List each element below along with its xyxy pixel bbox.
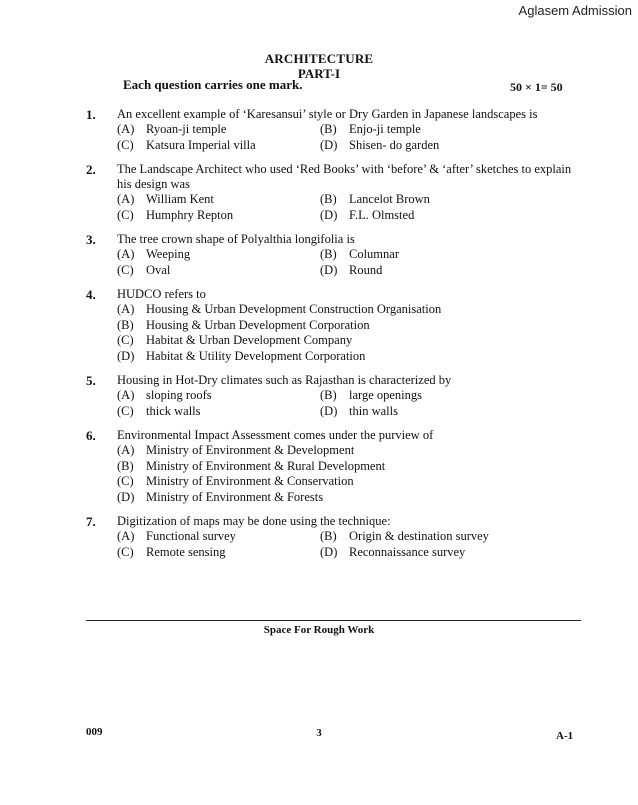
option-row: [117, 138, 638, 154]
option-row: [117, 545, 638, 561]
option-label: (D): [320, 403, 338, 418]
question-6: [0, 428, 638, 505]
option-row: [117, 247, 638, 263]
question-text: Digitization of maps may be done using the technique:: [117, 514, 391, 528]
option-label: (B): [117, 458, 134, 473]
option-row: [117, 349, 638, 365]
option-label: (C): [117, 544, 134, 559]
option-label: (D): [320, 262, 338, 277]
option-row: [117, 122, 638, 138]
option: [117, 545, 320, 561]
option: [117, 529, 320, 545]
option-text: Katsura Imperial villa: [146, 137, 256, 152]
option: [320, 545, 465, 561]
option: [117, 333, 577, 349]
option-text: Humphry Repton: [146, 207, 234, 222]
option-row: [117, 318, 638, 334]
option-label: (C): [117, 474, 134, 488]
options: [117, 443, 638, 505]
option-text: Oval: [146, 262, 171, 277]
question-number: 1.: [86, 107, 96, 122]
watermark: Aglasem Admission: [518, 3, 632, 18]
question-text: The tree crown shape of Polyalthia longifolia is: [117, 232, 355, 246]
option-text: Weeping: [146, 247, 191, 261]
option-label: (D): [117, 489, 135, 504]
options: [117, 122, 638, 153]
option-label: (B): [117, 317, 134, 332]
option: [320, 138, 439, 154]
question-5: [0, 373, 638, 419]
option: [117, 388, 320, 404]
option-label: (C): [117, 262, 134, 277]
rough-work-label: Space For Rough Work: [263, 624, 375, 636]
option-text: Remote sensing: [146, 544, 226, 559]
option-text: Functional survey: [146, 529, 236, 543]
option-label: (D): [320, 544, 338, 559]
question-number: 6.: [86, 428, 96, 443]
option: [117, 302, 577, 318]
option-text: Round: [349, 262, 383, 277]
question-number: 4.: [86, 287, 96, 302]
option-row: [117, 333, 638, 349]
option-text: Ministry of Environment & Forests: [146, 489, 324, 504]
question-3: [0, 232, 638, 278]
option-text: Ministry of Environment & Rural Development: [146, 458, 386, 473]
question-text: An excellent example of ‘Karesansui’ style or Dry Garden in Japanese landscapes is: [117, 107, 538, 121]
option-label: (B): [320, 529, 337, 543]
option: [320, 388, 422, 404]
option-text: Columnar: [349, 247, 399, 261]
option-text: Ministry of Environment & Development: [146, 443, 355, 457]
option: [117, 138, 320, 154]
option-label: (D): [320, 207, 338, 222]
option-text: Housing & Urban Development Construction Organisation: [146, 302, 442, 316]
options: [117, 192, 638, 223]
question-2: [0, 162, 638, 223]
option: [117, 349, 577, 365]
option-label: (A): [117, 529, 135, 543]
option-text: thin walls: [349, 403, 398, 418]
page-number: 3: [316, 727, 322, 739]
option-text: large openings: [349, 388, 423, 402]
option-label: (B): [320, 122, 337, 136]
option-label: (B): [320, 247, 337, 261]
option: [117, 404, 320, 420]
instruction-text: Each question carries one mark.: [123, 77, 303, 92]
option-text: thick walls: [146, 403, 201, 418]
option-row: [117, 474, 638, 490]
option-row: [117, 490, 638, 506]
option: [117, 459, 577, 475]
option-label: (A): [117, 192, 135, 206]
option-label: (C): [117, 137, 134, 152]
series-code: A-1: [556, 730, 574, 742]
marks-scheme: 50 × 1= 50: [510, 80, 563, 94]
question-number: 3.: [86, 232, 96, 247]
question-number: 2.: [86, 162, 96, 177]
option: [117, 122, 320, 138]
option-row: [117, 192, 638, 208]
question-7: [0, 514, 638, 560]
option: [117, 247, 320, 263]
option-row: [117, 208, 638, 224]
option-row: [117, 443, 638, 459]
option: [117, 192, 320, 208]
option-text: Habitat & Utility Development Corporation: [146, 348, 366, 363]
option-text: William Kent: [146, 192, 214, 206]
question-1: [0, 107, 638, 153]
option-row: [117, 529, 638, 545]
part-heading: PART-I: [297, 66, 341, 81]
option-label: (C): [117, 403, 134, 418]
option-label: (D): [320, 137, 338, 152]
option: [320, 122, 421, 138]
option-text: Shisen- do garden: [349, 137, 440, 152]
option: [320, 247, 399, 263]
question-text: HUDCO refers to: [117, 287, 206, 301]
question-list: [0, 107, 638, 569]
option-text: Habitat & Urban Development Company: [146, 333, 353, 347]
option: [320, 263, 382, 279]
page-title: ARCHITECTURE: [264, 51, 374, 66]
option-label: (B): [320, 388, 337, 402]
question-text: Housing in Hot-Dry climates such as Rajasthan is characterized by: [117, 373, 452, 387]
option-label: (A): [117, 302, 135, 316]
option-label: (B): [320, 192, 337, 206]
option-row: [117, 388, 638, 404]
option-label: (A): [117, 443, 135, 457]
option: [117, 318, 577, 334]
option: [117, 443, 577, 459]
option: [117, 208, 320, 224]
options: [117, 247, 638, 278]
option-text: Reconnaissance survey: [349, 544, 466, 559]
question-number: 5.: [86, 373, 96, 388]
option: [320, 208, 414, 224]
option: [117, 263, 320, 279]
option-label: (C): [117, 333, 134, 347]
option-row: [117, 302, 638, 318]
option-text: F.L. Olmsted: [349, 207, 415, 222]
option-text: sloping roofs: [146, 388, 212, 402]
option-row: [117, 404, 638, 420]
options: [117, 529, 638, 560]
question-number: 7.: [86, 514, 96, 529]
option: [320, 404, 398, 420]
options: [117, 302, 638, 364]
title-block: [0, 52, 638, 81]
option-text: Housing & Urban Development Corporation: [146, 317, 370, 332]
option-text: Enjo-ji temple: [349, 122, 421, 136]
question-4: [0, 287, 638, 364]
option: [320, 529, 489, 545]
paper-code: 009: [86, 726, 103, 738]
option-text: Ryoan-ji temple: [146, 122, 227, 136]
option: [320, 192, 430, 208]
option-label: (D): [117, 348, 135, 363]
option-text: Ministry of Environment & Conservation: [146, 474, 354, 488]
options: [117, 388, 638, 419]
option-label: (A): [117, 388, 135, 402]
option-label: (A): [117, 122, 135, 136]
option-row: [117, 263, 638, 279]
option-text: Lancelot Brown: [349, 192, 430, 206]
option-label: (C): [117, 207, 134, 222]
option: [117, 490, 577, 506]
option-label: (A): [117, 247, 135, 261]
divider-line: [86, 620, 581, 621]
option-text: Origin & destination survey: [349, 529, 489, 543]
question-text: Environmental Impact Assessment comes under the purview of: [117, 428, 434, 442]
option: [117, 474, 577, 490]
question-text: The Landscape Architect who used ‘Red Books’ with ‘before’ & ‘after’ sketches to explain his design was: [117, 162, 572, 191]
option-row: [117, 459, 638, 475]
